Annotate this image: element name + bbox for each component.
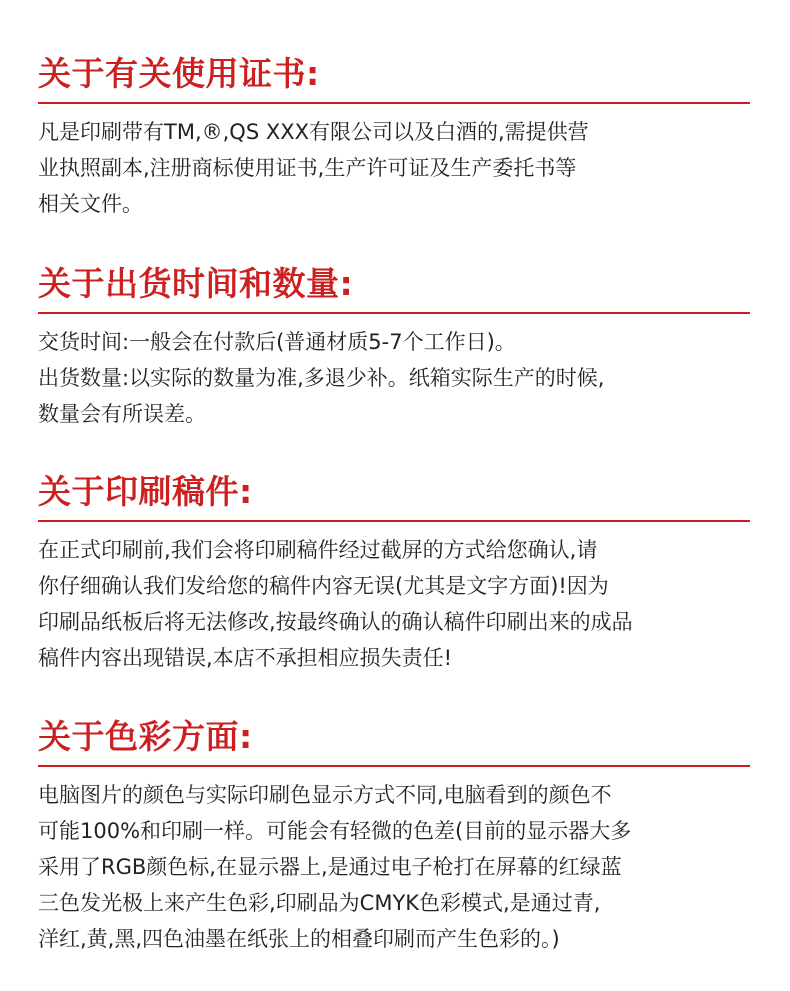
- body-line: 交货时间:一般会在付款后(普通材质5-7个工作日)。: [38, 330, 516, 354]
- body-line: 数量会有所误差。: [38, 402, 206, 426]
- body-line: 印刷品纸板后将无法修改,按最终确认的确认稿件印刷出来的成品: [38, 610, 633, 634]
- section-body: [38, 114, 750, 222]
- section-color: [38, 715, 750, 957]
- body-line: 洋红,黄,黑,四色油墨在纸张上的相叠印刷而产生色彩的。): [38, 927, 560, 951]
- section-heading: 关于色彩方面:: [38, 717, 253, 756]
- section-divider: [38, 520, 750, 522]
- body-line: 采用了RGB颜色标,在显示器上,是通过电子枪打在屏幕的红绿蓝: [38, 855, 622, 879]
- section-heading: 关于出货时间和数量:: [38, 264, 354, 303]
- section-body: [38, 532, 750, 676]
- body-line: 凡是印刷带有TM,®,QS XXX有限公司以及白酒的,需提供营: [38, 120, 589, 144]
- body-line: 可能100%和印刷一样。可能会有轻微的色差(目前的显示器大多: [38, 819, 632, 843]
- section-delivery: [38, 262, 750, 432]
- body-line: 在正式印刷前,我们会将印刷稿件经过截屏的方式给您确认,请: [38, 538, 598, 562]
- body-line: 出货数量:以实际的数量为准,多退少补。纸箱实际生产的时候,: [38, 366, 605, 390]
- section-body: [38, 777, 750, 957]
- section-print-proof: [38, 470, 750, 676]
- section-heading: 关于有关使用证书:: [38, 54, 320, 93]
- body-line: 稿件内容出现错误,本店不承担相应损失责任!: [38, 646, 453, 670]
- section-heading: 关于印刷稿件:: [38, 472, 253, 511]
- body-line: 电脑图片的颜色与实际印刷色显示方式不同,电脑看到的颜色不: [38, 783, 612, 807]
- body-line: 业执照副本,注册商标使用证书,生产许可证及生产委托书等: [38, 156, 577, 180]
- section-divider: [38, 312, 750, 314]
- body-line: 三色发光极上来产生色彩,印刷品为CMYK色彩模式,是通过青,: [38, 891, 601, 915]
- section-certificates: [38, 52, 750, 222]
- body-line: 你仔细确认我们发给您的稿件内容无误(尤其是文字方面)!因为: [38, 574, 609, 598]
- section-body: [38, 324, 750, 432]
- section-divider: [38, 765, 750, 767]
- body-line: 相关文件。: [38, 192, 143, 216]
- section-divider: [38, 102, 750, 104]
